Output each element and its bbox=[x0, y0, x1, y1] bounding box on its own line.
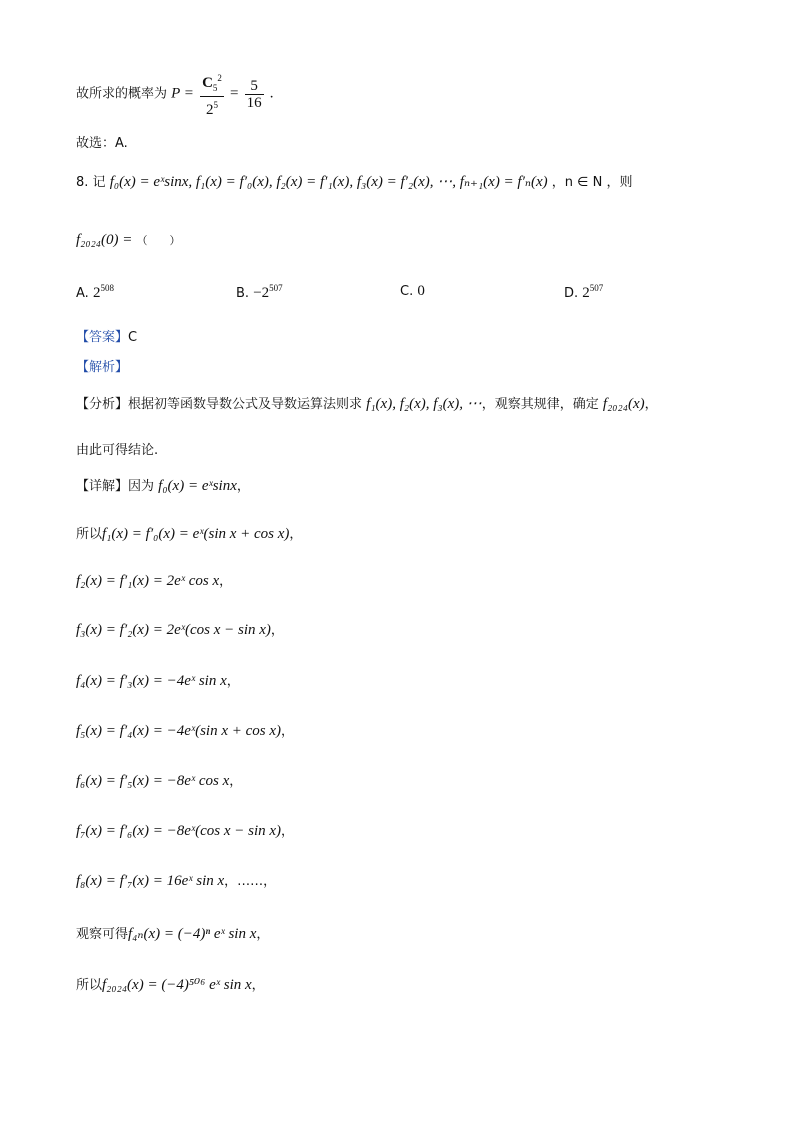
step-end: ， bbox=[251, 978, 265, 993]
result-numerator: 5 bbox=[245, 78, 264, 95]
detail-end: ， bbox=[236, 479, 250, 494]
combination-sub: 5 bbox=[212, 83, 218, 93]
step-8 bbox=[76, 871, 276, 892]
step-7 bbox=[76, 821, 294, 842]
detail-math: f₀(x) = eˣsinx bbox=[158, 478, 237, 494]
step-math: f₂(x) = f′₁(x) = 2eˣ cos x bbox=[76, 573, 220, 589]
result-denominator: 16 bbox=[246, 94, 262, 111]
step-5 bbox=[76, 721, 294, 742]
step-end: ， bbox=[226, 674, 240, 689]
step-math: f₆(x) = f′₅(x) = −8eˣ cos x bbox=[76, 773, 230, 789]
probability-prefix: 故所求的概率为 bbox=[76, 86, 168, 102]
question-line bbox=[76, 172, 632, 193]
period: . bbox=[269, 85, 274, 102]
question-ask-line bbox=[76, 230, 181, 251]
question-definition: f₀(x) = eˣsinx, f₁(x) = f′₀(x), f₂(x) = f′₁(x), f₃(x) = f′₂(x), ⋯, fₙ₊₁(x) = f′ₙ(x) bbox=[109, 174, 548, 190]
option-a[interactable] bbox=[76, 283, 114, 302]
combination-fraction bbox=[200, 70, 224, 118]
combination-sup: 2 bbox=[217, 73, 222, 83]
step-math: f₈(x) = f′₇(x) = 16eˣ sin x bbox=[76, 873, 225, 889]
fenxi-line2: 由此可得结论. bbox=[76, 443, 159, 458]
step-6 bbox=[76, 771, 242, 792]
step-math: f₄ₙ(x) = (−4)ⁿ eˣ sin x bbox=[128, 926, 257, 942]
option-a-sup: 508 bbox=[100, 283, 114, 293]
option-b-sup: 507 bbox=[269, 283, 283, 293]
option-b-label: B. bbox=[236, 286, 250, 301]
option-c-label: C. bbox=[400, 284, 414, 299]
option-b-value: −2 bbox=[253, 285, 270, 301]
step-prefix: 所以 bbox=[76, 978, 103, 993]
analysis-line bbox=[76, 358, 128, 378]
option-c-value: 0 bbox=[417, 283, 425, 299]
step-9 bbox=[76, 924, 269, 945]
step-4 bbox=[76, 671, 240, 692]
step-math: f₃(x) = f′₂(x) = 2eˣ(cos x − sin x) bbox=[76, 622, 271, 638]
step-math: f₅(x) = f′₄(x) = −4eˣ(sin x + cos x) bbox=[76, 723, 282, 739]
option-d-sup: 507 bbox=[589, 283, 604, 293]
combination-symbol: C bbox=[202, 75, 213, 91]
analysis-tag: 【解析】 bbox=[76, 360, 129, 375]
option-d[interactable] bbox=[564, 283, 603, 302]
answer-blank: （ ） bbox=[136, 234, 181, 247]
step-2 bbox=[76, 571, 232, 592]
answer-line bbox=[76, 328, 137, 348]
fenxi-text: 根据初等函数导数公式及导数运算法则求 bbox=[128, 397, 363, 412]
fenxi-math2: f₂₀₂₄(x) bbox=[602, 396, 645, 412]
question-number: 8. 记 bbox=[76, 175, 106, 190]
power-base: 2 bbox=[205, 102, 214, 118]
option-b[interactable] bbox=[236, 283, 283, 302]
step-3 bbox=[76, 620, 284, 641]
step-prefix: 观察可得 bbox=[76, 927, 129, 942]
result-fraction bbox=[245, 78, 264, 111]
option-d-value: 2 bbox=[582, 285, 590, 301]
step-end: ， bbox=[281, 824, 295, 839]
detail-line bbox=[76, 476, 250, 497]
step-10 bbox=[76, 975, 265, 996]
answer-tag: 【答案】 bbox=[76, 330, 129, 345]
question-ask: f₂₀₂₄(0) = bbox=[76, 232, 133, 248]
option-d-label: D. bbox=[564, 286, 579, 301]
step-math: f₄(x) = f′₃(x) = −4eˣ sin x bbox=[76, 673, 227, 689]
answer-value: C bbox=[128, 330, 138, 345]
step-1 bbox=[76, 524, 302, 545]
step-math: f₂₀₂₄(x) = (−4)⁵⁰⁶ eˣ sin x bbox=[102, 977, 252, 993]
detail-tag: 【详解】 bbox=[76, 479, 129, 494]
step-math: f₇(x) = f′₆(x) = −8eˣ(cos x − sin x) bbox=[76, 823, 282, 839]
probability-line bbox=[76, 70, 274, 118]
detail-text: 因为 bbox=[128, 479, 155, 494]
step-end: ， bbox=[270, 623, 284, 638]
fenxi-line bbox=[76, 394, 658, 415]
option-a-label: A. bbox=[76, 286, 89, 301]
question-condition: ，n ∈ N ，则 bbox=[551, 175, 633, 190]
step-end: ， bbox=[219, 574, 233, 589]
option-a-value: 2 bbox=[92, 285, 101, 301]
fenxi-text2: ，观察其规律，确定 bbox=[481, 397, 599, 412]
step-end: ， bbox=[229, 774, 243, 789]
fenxi-tag: 【分析】 bbox=[76, 397, 129, 412]
equals-sign: = bbox=[230, 85, 239, 102]
fenxi-math1: f₁(x), f₂(x), f₃(x), ⋯ bbox=[366, 396, 482, 412]
step-end: ， bbox=[256, 927, 270, 942]
power-exponent: 5 bbox=[213, 100, 218, 110]
choice-line: 故选：A. bbox=[76, 136, 128, 151]
step-end: ， bbox=[289, 527, 303, 542]
step-end: ，……， bbox=[224, 874, 277, 889]
probability-lhs: P = bbox=[171, 85, 194, 102]
fenxi-end: ， bbox=[644, 397, 658, 412]
step-end: ， bbox=[281, 724, 295, 739]
step-math: f₁(x) = f′₀(x) = eˣ(sin x + cos x) bbox=[102, 526, 290, 542]
step-prefix: 所以 bbox=[76, 527, 103, 542]
option-c[interactable] bbox=[400, 283, 425, 300]
